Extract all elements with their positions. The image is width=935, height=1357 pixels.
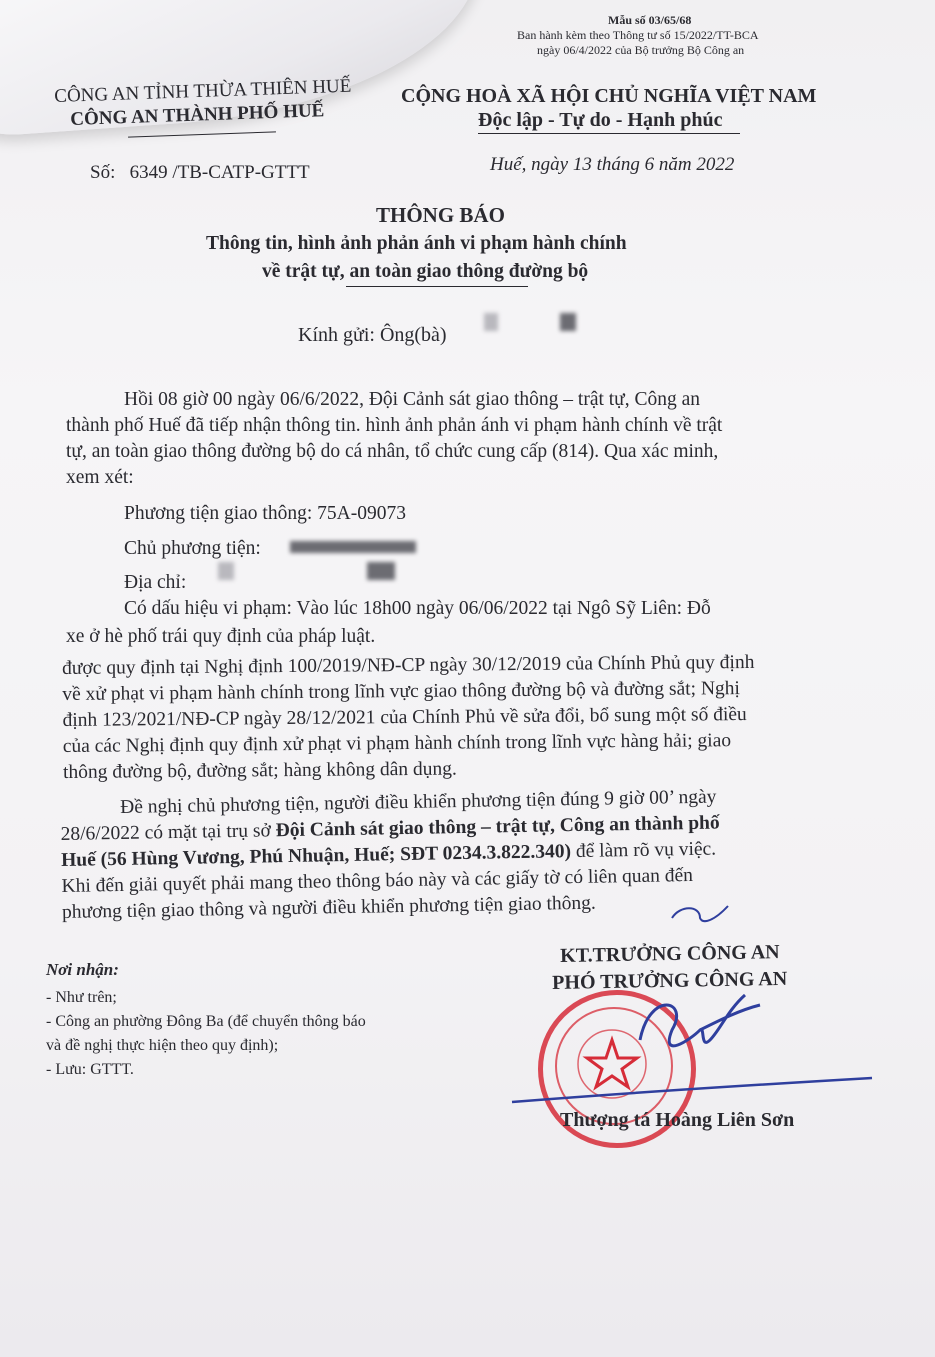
vehicle-plate: 75A-09073 [317, 503, 406, 524]
address-label: Địa chỉ: [124, 572, 187, 593]
notice-subtitle-line2: về trật tự, an toàn giao thông đường bộ [262, 261, 589, 282]
number-value: 6349 /TB-CATP-GTTT [129, 162, 310, 183]
recipient-item: - Lưu: GTTT. [46, 1061, 134, 1078]
number-label: Số: [90, 162, 116, 183]
recipient-item: và đề nghị thực hiện theo quy định); [46, 1037, 279, 1054]
national-motto: Độc lập - Tự do - Hạnh phúc [478, 109, 723, 131]
form-issued-line2: ngày 06/4/2022 của Bộ trưởng Bộ Công an [537, 43, 745, 57]
request-line-2-text: 28/6/2022 có mặt tại trụ sở [60, 820, 276, 845]
intro-line-2: thành phố Huế đã tiếp nhận thông tin. hình ảnh phản ánh vi phạm hành chính về trật [66, 415, 723, 436]
signature-role-1: KT.TRƯỞNG CÔNG AN [560, 941, 780, 967]
owner-label: Chủ phương tiện: [124, 538, 261, 559]
legal-line-2: về xử phạt vi phạm hành chính trong lĩnh vực giao thông đường bộ và đường sắt; Nghị [62, 678, 741, 705]
addressee-label: Kính gửi: Ông(bà) [298, 324, 447, 346]
violation-line-1: Có dấu hiệu vi phạm: Vào lúc 18h00 ngày 06/06/2022 tại Ngô Sỹ Liên: Đỗ [124, 598, 711, 619]
form-issued-line1: Ban hành kèm theo Thông tư số 15/2022/TT-BCA [517, 28, 759, 42]
notice-subtitle-line1: Thông tin, hình ảnh phản ánh vi phạm hành chính [206, 233, 627, 254]
legal-line-5: thông đường bộ, đường sắt; hàng không dân dụng. [62, 758, 457, 783]
intro-line-3: tự, an toàn giao thông đường bộ do cá nhân, tổ chức cung cấp (814). Qua xác minh, [66, 441, 719, 462]
intro-line-4: xem xét: [66, 467, 134, 488]
recipients-heading: Nơi nhận: [46, 960, 119, 979]
request-line-3-address: Huế (56 Hùng Vương, Phú Nhuận, Huế; SĐT 0234.3.822.340) [60, 841, 572, 871]
intro-line-1: Hồi 08 giờ 00 ngày 06/6/2022, Đội Cảnh sát giao thông – trật tự, Công an [124, 389, 701, 410]
notice-title: THÔNG BÁO [376, 203, 505, 227]
request-line-5: phương tiện giao thông và người điều khiển phương tiện giao thông. [61, 892, 596, 923]
place-date: Huế, ngày 13 tháng 6 năm 2022 [490, 154, 735, 175]
signature-role-2: PHÓ TRƯỞNG CÔNG AN [552, 967, 788, 994]
violation-line-2: xe ở hè phố trái quy định của pháp luật. [66, 626, 376, 647]
recipient-item: - Công an phường Đông Ba (để chuyển thông báo [46, 1013, 366, 1030]
signer-name: Thượng tá Hoàng Liên Sơn [560, 1109, 795, 1131]
recipient-item: - Như trên; [46, 989, 117, 1006]
request-line-4: Khi đến giải quyết phải mang theo thông báo này và các giấy tờ có liên quan đến [61, 864, 694, 897]
request-line-1: Đề nghị chủ phương tiện, người điều khiển phương tiện đúng 9 giờ 00’ ngày [120, 786, 717, 818]
request-line-3-text: để làm rõ vụ việc. [570, 838, 717, 863]
form-code: Mẫu số 03/65/68 [608, 13, 692, 27]
national-title: CỘNG HOÀ XÃ HỘI CHỦ NGHĨA VIỆT NAM [401, 85, 817, 107]
request-line-2-unit: Đội Cảnh sát giao thông – trật tự, Công an thành phố [275, 812, 720, 842]
legal-line-4: của các Nghị định quy định xử phạt vi phạm hành chính trong lĩnh vực hàng hải; giao [62, 730, 732, 757]
agency-parent: CÔNG AN TỈNH THỪA THIÊN HUẾ [54, 75, 352, 107]
agency-name: CÔNG AN THÀNH PHỐ HUẾ [70, 100, 325, 130]
legal-line-1: được quy định tại Nghị định 100/2019/NĐ-CP ngày 30/12/2019 của Chính Phủ quy định [62, 651, 755, 679]
vehicle-label: Phương tiện giao thông: [124, 503, 313, 524]
legal-line-3: định 123/2021/NĐ-CP ngày 28/12/2021 của Chính Phủ về sửa đổi, bổ sung một số điều [62, 704, 747, 731]
